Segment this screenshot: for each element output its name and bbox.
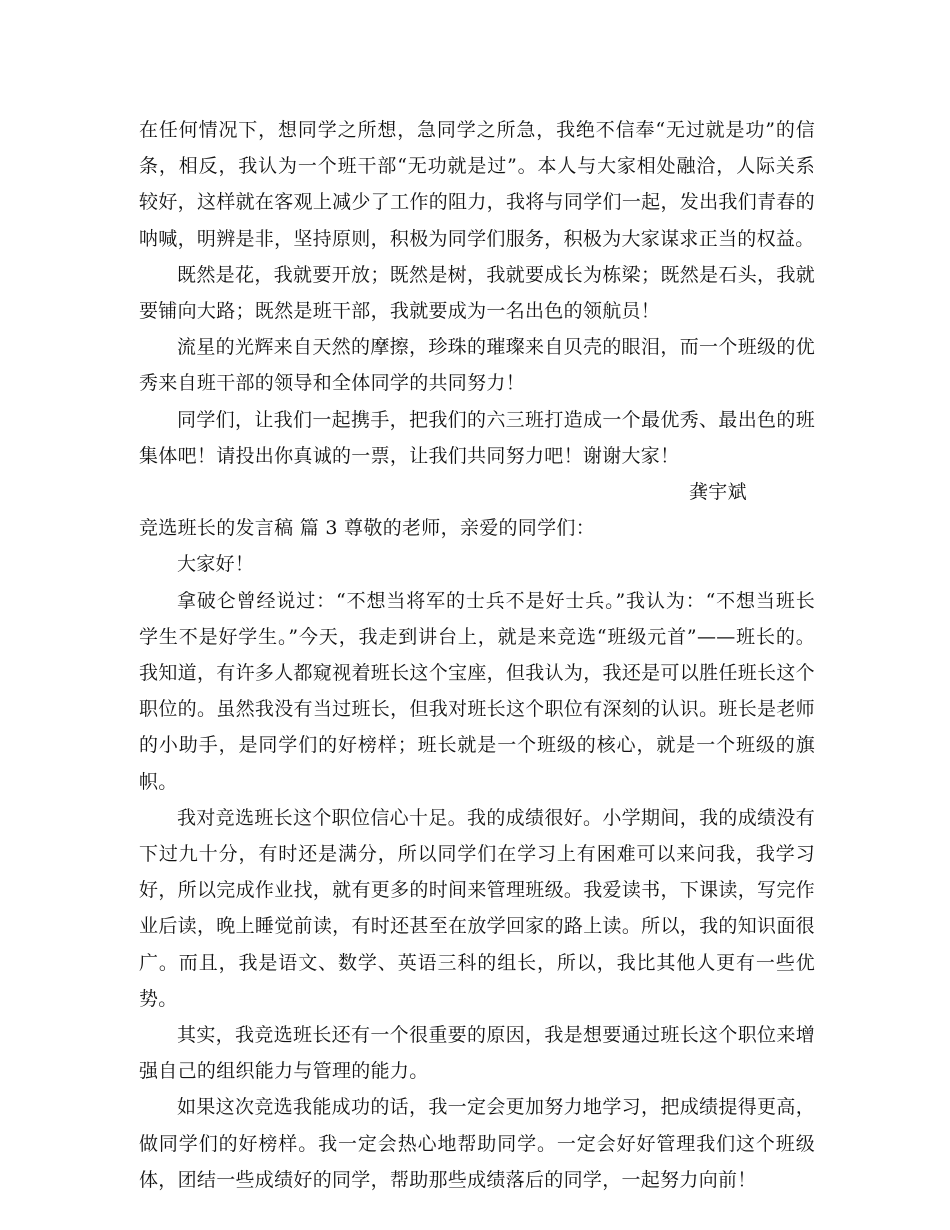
speech-heading-part-3: 竞选班长的发言稿 篇 3 尊敬的老师，亲爱的同学们： <box>139 517 596 540</box>
paragraph-closing-appeal: 同学们，让我们一起携手，把我们的六三班打造成一个最优秀、最出色的班集体吧！请投出你真诚的一票，让我们共同努力吧！谢谢大家！ <box>139 408 815 467</box>
document-body <box>139 112 815 1198</box>
author-signature: 龚宇斌 <box>689 481 747 504</box>
paragraph-reason: 其实，我竞选班长还有一个很重要的原因，我是想要通过班长这个职位来增强自己的组织能力与管理的能力。 <box>139 1024 815 1083</box>
paragraph-meteor: 流星的光辉来自天然的摩擦，珍珠的璀璨来自贝壳的眼泪，而一个班级的优秀来自班干部的领导和全体同学的共同努力！ <box>139 336 815 395</box>
paragraph-promise: 如果这次竞选我能成功的话，我一定会更加努力地学习，把成绩提得更高，做同学们的好榜样。我一定会热心地帮助同学。一定会好好管理我们这个班级体，团结一些成绩好的同学，帮助那些成绩落后的同学，一起努力向前！ <box>139 1096 815 1191</box>
paragraph-continuation: 在任何情况下，想同学之所想，急同学之所急，我绝不信奉“无过就是功”的信条，相反，我认为一个班干部“无功就是过”。本人与大家相处融洽，人际关系较好，这样就在客观上减少了工作的阻力，我将与同学们一起，发出我们青春的呐喊，明辨是非，坚持原则，积极为同学们服务，积极为大家谋求正当的权益。 <box>139 119 815 250</box>
paragraph-flower-tree: 既然是花，我就要开放；既然是树，我就要成长为栋梁；既然是石头，我就要铺向大路；既然是班干部，我就要成为一名出色的领航员！ <box>139 263 815 323</box>
paragraph-greeting: 大家好！ <box>177 553 255 576</box>
paragraph-confidence: 我对竞选班长这个职位信心十足。我的成绩很好。小学期间，我的成绩没有下过九十分，有时还是满分，所以同学们在学习上有困难可以来问我，我学习好，所以完成作业找，就有更多的时间来管理班级。我爱读书，下课读，写完作业后读，晚上睡觉前读，有时还甚至在放学回家的路上读。所以，我的知识面很广。而且，我是语文、数学、英语三科的组长，所以，我比其他人更有一些优势。 <box>139 806 815 1010</box>
paragraph-napoleon: 拿破仑曾经说过：“不想当将军的士兵不是好士兵。”我认为：“不想当班长学生不是好学生。”今天，我走到讲台上，就是来竞选“班级元首”——班长的。我知道，有许多人都窥视着班长这个宝座，但我认为，我还是可以胜任班长这个职位的。虽然我没有当过班长，但我对班长这个职位有深刻的认识。班长是老师的小助手，是同学们的好榜样；班长就是一个班级的核心，就是一个班级的旗帜。 <box>139 589 815 793</box>
